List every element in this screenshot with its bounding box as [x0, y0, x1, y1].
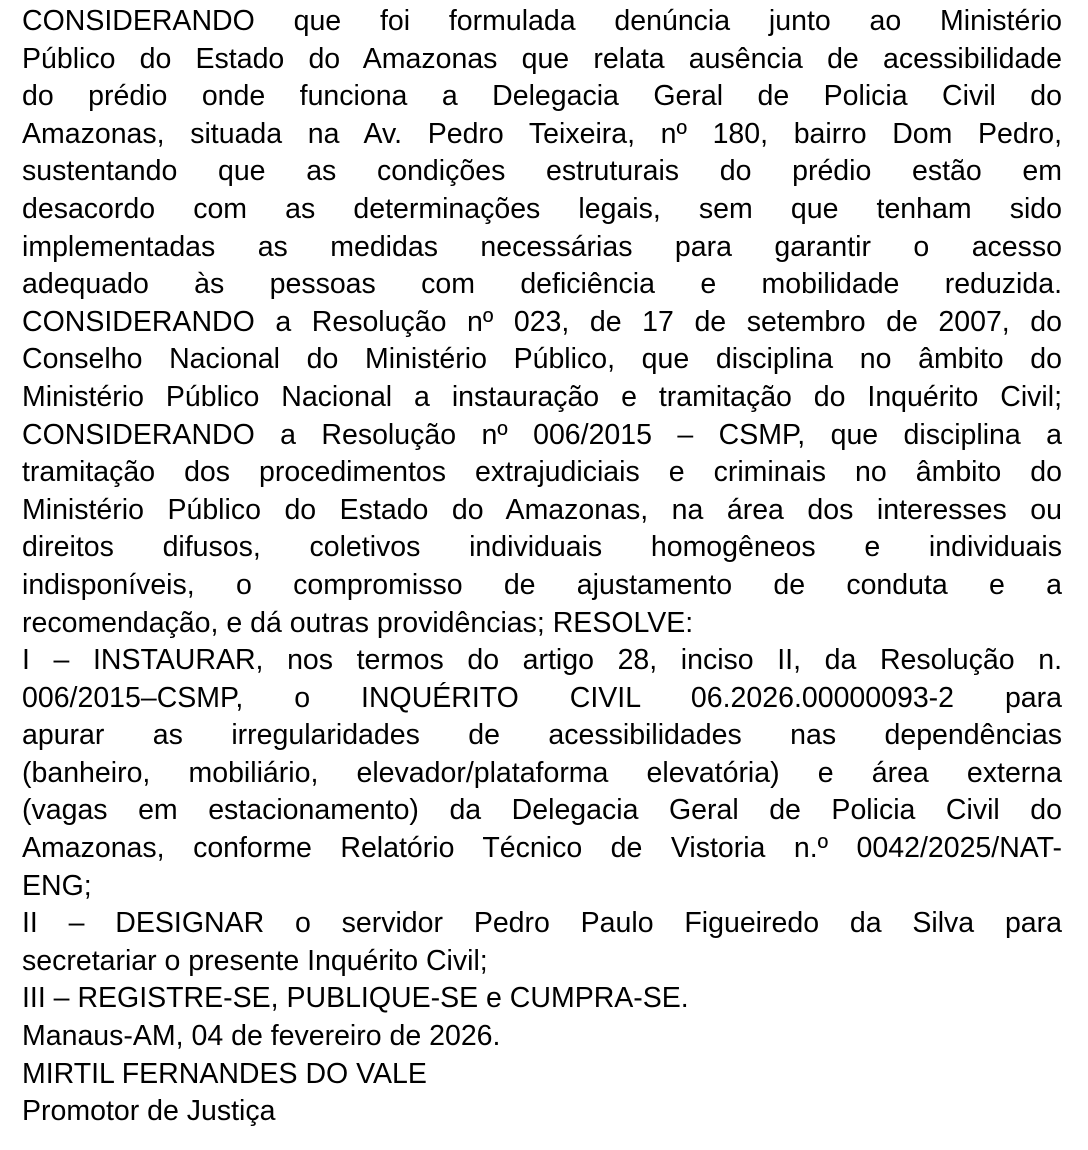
- text-line-item-i-3: apurar as irregularidades de acessibilidades nas dependências: [22, 719, 1062, 752]
- text-line-item-ii-2: secretariar o presente Inquérito Civil;: [22, 944, 488, 977]
- text-line-item-i-6: Amazonas, conforme Relatório Técnico de Vistoria n.º 0042/2025/NAT-: [22, 832, 1062, 865]
- document-body: [22, 3, 1062, 1131]
- text-line-considerando-denuncia-1: CONSIDERANDO que foi formulada denúncia junto ao Ministério: [22, 5, 1062, 37]
- text-line-item-i-1: I – INSTAURAR, nos termos do artigo 28, inciso II, da Resolução n.: [22, 644, 1062, 677]
- text-line-considerando-denuncia-7: implementadas as medidas necessárias para garantir o acesso: [22, 230, 1062, 263]
- text-line-considerando-denuncia-5: sustentando que as condições estruturais do prédio estão em: [22, 155, 1062, 188]
- text-line-considerando-resolucao-006-5: indisponíveis, o compromisso de ajustamento de conduta e a: [22, 568, 1062, 601]
- text-line-considerando-resolucao-023-1: CONSIDERANDO a Resolução nº 023, de 17 de setembro de 2007, do: [22, 305, 1062, 338]
- text-line-considerando-resolucao-006-2: tramitação dos procedimentos extrajudiciais e criminais no âmbito do: [22, 456, 1062, 489]
- text-line-considerando-denuncia-6: desacordo com as determinações legais, sem que tenham sido: [22, 192, 1062, 225]
- text-line-item-iii: III – REGISTRE-SE, PUBLIQUE-SE e CUMPRA-SE.: [22, 982, 689, 1015]
- text-line-item-i-7: ENG;: [22, 869, 92, 902]
- text-line-considerando-denuncia-2: Público do Estado do Amazonas que relata ausência de acessibilidade: [22, 42, 1062, 75]
- text-line-considerando-resolucao-006-4: direitos difusos, coletivos individuais homogêneos e individuais: [22, 531, 1062, 564]
- signatory-title: Promotor de Justiça: [22, 1095, 276, 1128]
- place-date-line: Manaus-AM, 04 de fevereiro de 2026.: [22, 1020, 501, 1053]
- text-line-item-i-2: 006/2015–CSMP, o INQUÉRITO CIVIL 06.2026.00000093-2 para: [22, 681, 1062, 714]
- text-line-resolve: recomendação, e dá outras providências; RESOLVE:: [22, 606, 694, 639]
- text-line-considerando-resolucao-006-3: Ministério Público do Estado do Amazonas, na área dos interesses ou: [22, 493, 1062, 526]
- text-line-considerando-resolucao-023-2: Conselho Nacional do Ministério Público, que disciplina no âmbito do: [22, 343, 1062, 376]
- text-line-considerando-denuncia-3: do prédio onde funciona a Delegacia Geral de Policia Civil do: [22, 80, 1062, 113]
- text-line-considerando-resolucao-023-3: Ministério Público Nacional a instauração e tramitação do Inquérito Civil;: [22, 380, 1062, 413]
- text-line-considerando-resolucao-006-1: CONSIDERANDO a Resolução nº 006/2015 – CSMP, que disciplina a: [22, 418, 1062, 451]
- text-line-item-i-5: (vagas em estacionamento) da Delegacia Geral de Policia Civil do: [22, 794, 1062, 827]
- text-line-considerando-denuncia-8: adequado às pessoas com deficiência e mobilidade reduzida.: [22, 268, 1062, 301]
- text-line-item-i-4: (banheiro, mobiliário, elevador/plataforma elevatória) e área externa: [22, 756, 1062, 789]
- text-line-considerando-denuncia-4: Amazonas, situada na Av. Pedro Teixeira, nº 180, bairro Dom Pedro,: [22, 117, 1062, 150]
- signatory-name: MIRTIL FERNANDES DO VALE: [22, 1057, 427, 1090]
- text-line-item-ii-1: II – DESIGNAR o servidor Pedro Paulo Figueiredo da Silva para: [22, 907, 1062, 940]
